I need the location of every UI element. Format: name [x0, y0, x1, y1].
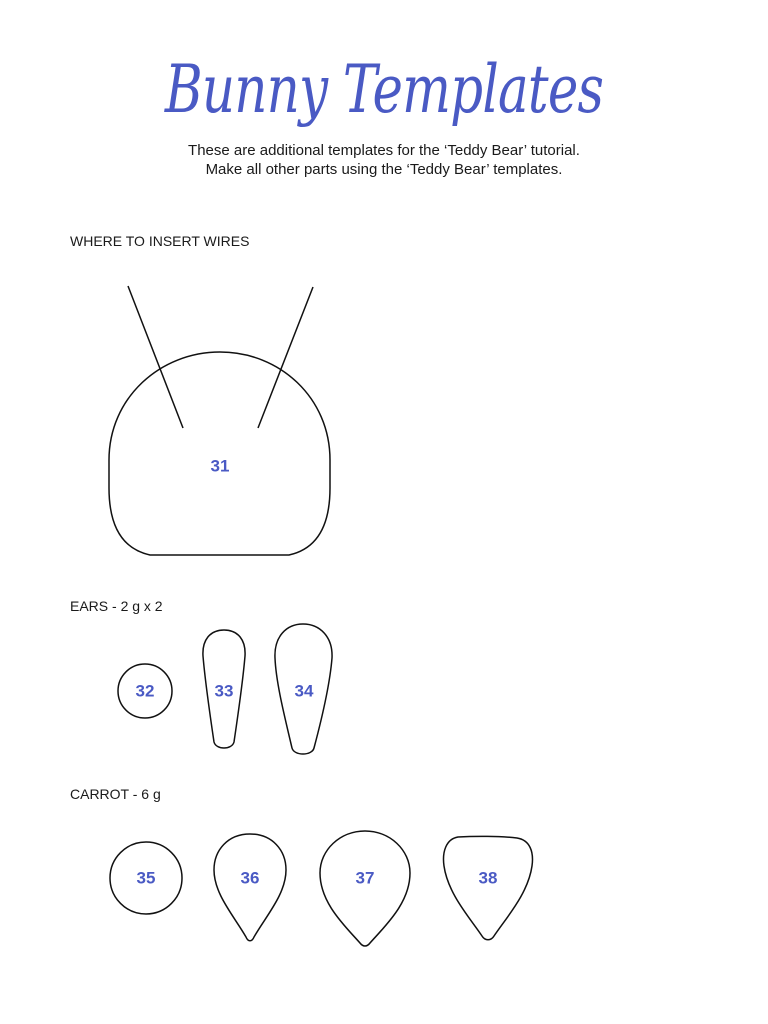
template-32-number: 32	[135, 681, 155, 701]
wire-left	[128, 286, 183, 428]
template-38-outline	[444, 836, 533, 939]
template-31-number: 31	[210, 456, 230, 476]
intro-line-2: Make all other parts using the ‘Teddy Bear’ templates.	[205, 161, 563, 178]
template-33-ear	[203, 630, 245, 748]
template-36-number: 36	[240, 868, 260, 888]
template-31-outline	[109, 352, 330, 555]
template-32-circle	[118, 664, 172, 718]
section-label-ears: EARS - 2 g x 2	[70, 598, 163, 614]
template-34-number: 34	[294, 681, 314, 701]
section-label-wires: WHERE TO INSERT WIRES	[70, 233, 250, 249]
template-37-outline	[320, 831, 410, 946]
template-36-drop	[214, 834, 286, 941]
template-31-head	[109, 286, 330, 555]
page-title: Bunny Templates	[164, 51, 604, 128]
template-37-number: 37	[355, 868, 375, 888]
template-38-drop	[444, 836, 533, 939]
template-35-circle	[110, 842, 182, 914]
template-38-number: 38	[478, 868, 498, 888]
wire-right	[258, 287, 313, 428]
template-35-number: 35	[136, 868, 156, 888]
intro-line-1: These are additional templates for the ‘Teddy Bear’ tutorial.	[188, 142, 580, 159]
template-37-drop	[320, 831, 410, 946]
section-label-carrot: CARROT - 6 g	[70, 786, 161, 802]
template-33-number: 33	[214, 681, 234, 701]
template-34-ear	[275, 624, 332, 754]
